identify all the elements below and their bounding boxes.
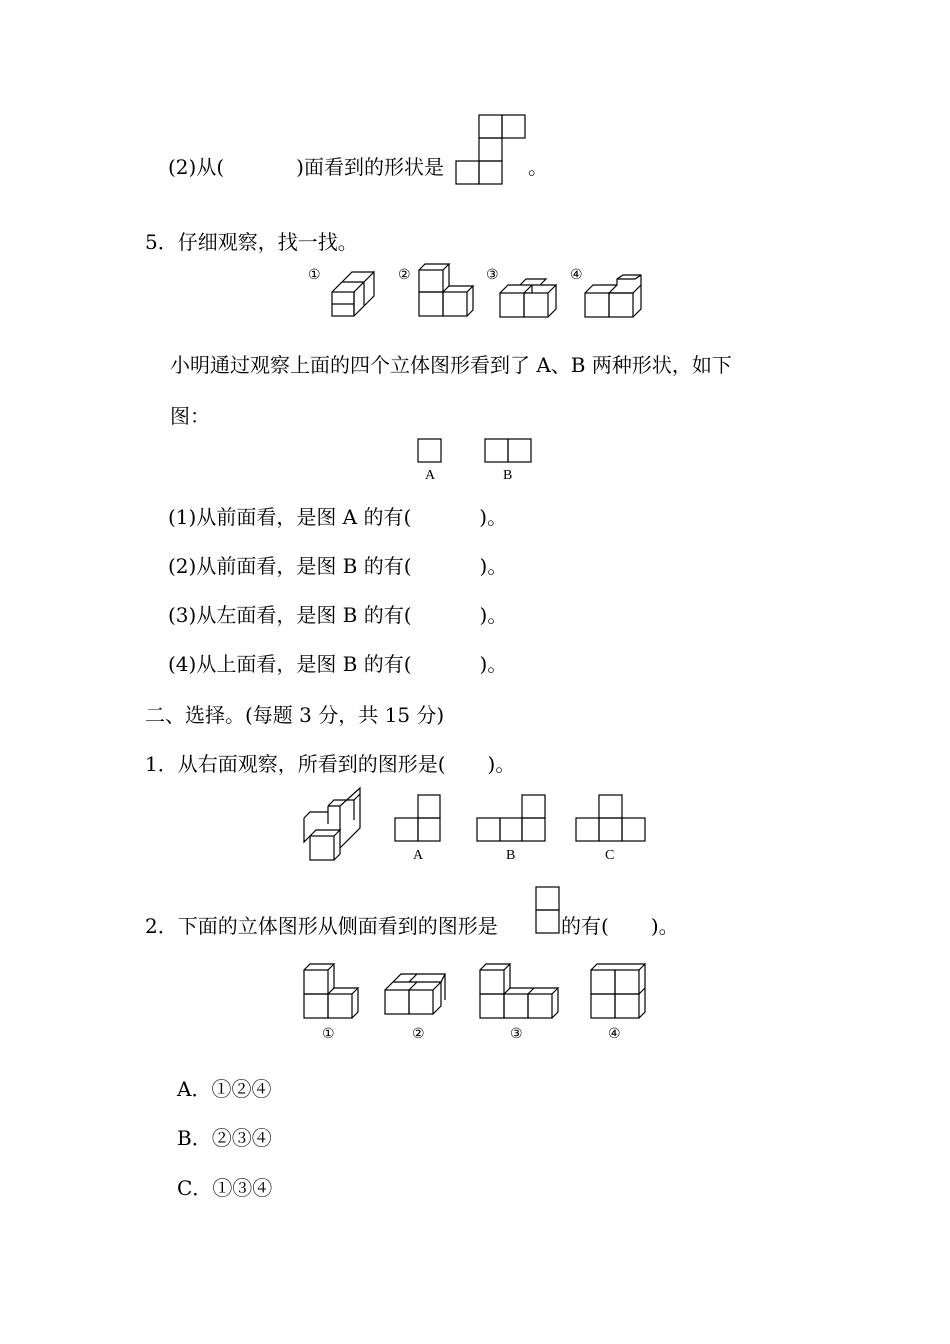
choice-2-question-post: 的有( )。 xyxy=(561,914,679,938)
q5-shape-label-b: B xyxy=(503,468,513,483)
c2-inline-shape xyxy=(535,886,561,936)
q5-title: 5．仔细观察，找一找。 xyxy=(145,230,358,254)
c2-solid-4 xyxy=(589,960,649,1020)
c1-option-b xyxy=(476,794,548,844)
section-2-title: 二、选择。(每题 3 分，共 15 分) xyxy=(145,703,445,727)
q5-solid-1 xyxy=(330,268,385,318)
q4-2-prefix: (2)从( xyxy=(168,155,225,179)
c2-solid-2 xyxy=(383,970,449,1018)
c2-solid-label-4: ④ xyxy=(608,1027,621,1042)
c1-option-label-a: A xyxy=(413,848,424,863)
q4-2-middle: )面看到的形状是 xyxy=(296,155,444,179)
choice-2-question-pre: 2．下面的立体图形从侧面看到的图形是 xyxy=(145,914,498,938)
c2-option-a[interactable]: A．①②④ xyxy=(177,1077,272,1101)
q4-2-line xyxy=(168,155,444,179)
q4-2-shape xyxy=(455,114,527,186)
q5-item-1: (1)从前面看，是图 A 的有( )。 xyxy=(168,505,508,529)
q5-desc-line1: 小明通过观察上面的四个立体图形看到了 A、B 两种形状，如下 xyxy=(170,353,732,377)
c2-solid-label-2: ② xyxy=(412,1027,425,1042)
q5-shape-b xyxy=(484,438,534,464)
q5-shape-a xyxy=(417,438,443,464)
c2-solid-3 xyxy=(478,960,560,1020)
q5-desc-line2: 图： xyxy=(170,404,210,428)
c2-option-c[interactable]: C．①③④ xyxy=(177,1176,273,1200)
q5-solid-2 xyxy=(417,262,479,318)
q5-item-2: (2)从前面看，是图 B 的有( )。 xyxy=(168,554,508,578)
q5-item-4: (4)从上面看，是图 B 的有( )。 xyxy=(168,652,508,676)
choice-1-question: 1．从右面观察，所看到的图形是( )。 xyxy=(145,752,516,776)
c2-solid-1 xyxy=(302,962,360,1020)
c2-solid-label-1: ① xyxy=(322,1027,335,1042)
q5-shape-label-a: A xyxy=(425,468,436,483)
q5-solid-4 xyxy=(583,275,643,319)
q5-solid-label-1: ① xyxy=(308,268,321,283)
c1-solid xyxy=(302,786,364,862)
c1-option-label-c: C xyxy=(605,848,615,863)
c1-option-c xyxy=(575,794,647,844)
c1-option-label-b: B xyxy=(506,848,516,863)
q5-item-3: (3)从左面看，是图 B 的有( )。 xyxy=(168,603,508,627)
c1-option-a xyxy=(394,794,442,844)
q4-2-suffix: 。 xyxy=(528,155,548,179)
c2-option-b[interactable]: B．②③④ xyxy=(177,1126,272,1150)
q5-solid-3 xyxy=(498,275,558,319)
q5-solid-label-4: ④ xyxy=(570,268,583,283)
q5-solid-label-3: ③ xyxy=(486,268,499,283)
q5-solid-label-2: ② xyxy=(398,268,411,283)
c2-solid-label-3: ③ xyxy=(510,1027,523,1042)
